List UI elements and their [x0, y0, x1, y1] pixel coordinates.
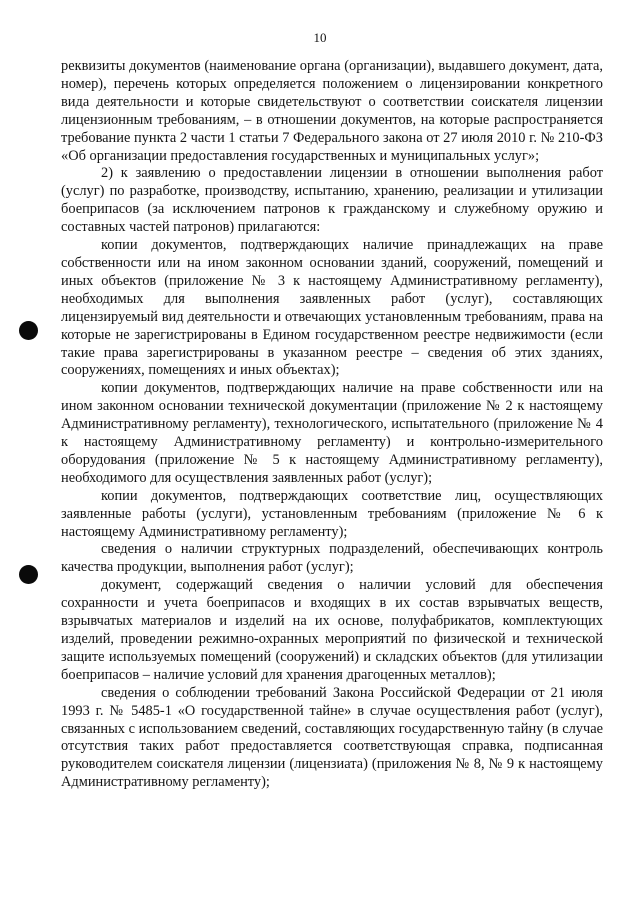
document-body [61, 58, 603, 792]
paragraph-buildings-ownership: копии документов, подтверждающих наличие принадлежащих на праве собственности или на ином законном основании зданий, сооружений, помещений и иных объектов (приложение № 3 к настоящему Административному регламенту), необходимых для выполнения заявленных работ (услуг), составляющих лицензируемый вид деятельности и отвечающих установленным требованиям, права на которые не зарегистрированы в Едином государственном реестре недвижимости (если такие права зарегистрированы в указанном реестре – сведения об этих зданиях, сооружениях, помещениях и иных объектах); [61, 237, 603, 379]
punch-hole-lower [19, 565, 38, 584]
paragraph-continued-requisites: реквизиты документов (наименование органа (организации), выдавшего документ, дата, номер), перечень которых определяется положением о лицензировании конкретного вида деятельности и которые свидетельствуют о соответствии соискателя лицензии лицензионным требованиям, – в отношении документов, на которые распространяется требование пункта 2 части 1 статьи 7 Федерального закона от 27 июля 2010 г. № 210-ФЗ «Об организации предоставления государственных и муниципальных услуг»; [61, 58, 603, 164]
page-number: 10 [313, 30, 327, 45]
paragraph-storage-conditions: документ, содержащий сведения о наличии условий для обеспечения сохранности и учета боеприпасов и входящих в их состав взрывчатых веществ, взрывчатых материалов и изделий на их основе, полуфабрикатов, комплектующих изделий, проведении режимно-охранных мероприятий по физической и технической защите используемых помещений (сооружений) и складских объектов (для утилизации боеприпасов – наличие условий для хранения драгоценных металлов); [61, 577, 603, 683]
paragraph-personnel-compliance: копии документов, подтверждающих соответствие лиц, осуществляющих заявленные работы (услуги), установленным требованиям (приложение № 6 к настоящему Административному регламенту); [61, 487, 603, 540]
paragraph-quality-control: сведения о наличии структурных подразделений, обеспечивающих контроль качества продукции, выполнения работ (услуг); [61, 541, 603, 576]
paragraph-technical-documentation: копии документов, подтверждающих наличие на праве собственности или на ином законном основании технической документации (приложение № 2 к настоящему Административному регламенту), технологического, испытательного (приложение № 4 к настоящему Административному регламенту) и контрольно-измерительного оборудования (приложение № 5 к настоящему Административному регламенту), необходимого для осуществления заявленных работ (услуг); [61, 380, 603, 486]
punch-hole-upper [19, 321, 38, 340]
paragraph-item-2-intro: 2) к заявлению о предоставлении лицензии в отношении выполнения работ (услуг) по разработке, производству, испытанию, хранению, реализации и утилизации боеприпасов (за исключением патронов к гражданскому и служебному оружию и составных частей патронов) прилагаются: [61, 165, 603, 236]
paragraph-state-secret: сведения о соблюдении требований Закона Российской Федерации от 21 июля 1993 г. № 5485-1 «О государственной тайне» в случае осуществления работ (услуг), связанных с использованием сведений, составляющих государственную тайну (в случае отсутствия таких работ предоставляется соответствующая справка, подписанная руководителем соискателя лицензии (лицензиата) (приложения № 8, № 9 к настоящему Административному регламенту); [61, 684, 603, 791]
